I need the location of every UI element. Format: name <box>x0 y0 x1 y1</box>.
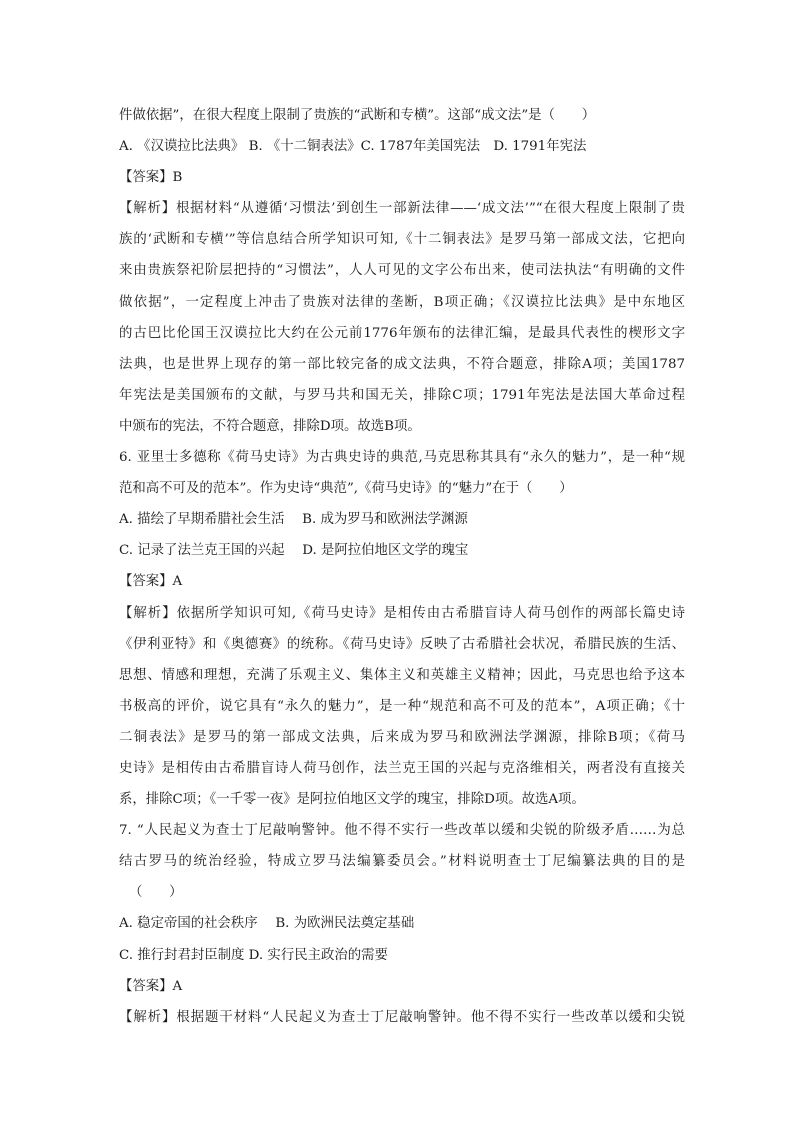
text-line: 结古罗马的统治经验，特成立罗马法编纂委员会。”材料说明查士丁尼编纂法典的目的是 <box>119 854 685 870</box>
text-line: 《伊利亚特》和《奥德赛》的统称。《荷马史诗》反映了古希腊社会状况，希腊民族的生活、 <box>119 636 685 652</box>
text-line: 【答案】B <box>119 170 183 186</box>
text-line: A. 稳定帝国的社会秩序 B. 为欧洲民法奠定基础 <box>119 916 415 932</box>
text-line: 7. “人民起义为查士丁尼敲响警钟。他不得不实行一些改革以缓和尖锐的阶级矛盾……为总 <box>119 823 685 839</box>
text-line: 的古巴比伦国王汉谟拉比大约在公元前1776年颁布的法律汇编，是最具代表性的楔形文字 <box>119 325 685 341</box>
text-line: 法典，也是世界上现存的第一部比较完备的成文法典，不符合题意，排除A项；美国1787 <box>119 356 685 372</box>
text-line: 【解析】根据材料“从遵循‘习惯法’到创生一部新法律——‘成文法’”“在很大程度上限制了贵 <box>119 201 685 217</box>
text-line: 范和高不可及的范本”。作为史诗“典范”,《荷马史诗》的“魅力”在于（ ） <box>119 481 573 497</box>
text-line: C. 推行封君封臣制度 D. 实行民主政治的需要 <box>119 947 388 963</box>
text-line: 书极高的评价，说它具有“永久的魅力”，是一种“规范和高不可及的范本”，A项正确；《十 <box>119 698 685 714</box>
text-line: （ ） <box>129 885 183 901</box>
text-line: 中颁布的宪法，不符合题意，排除D项。故选B项。 <box>119 418 421 434</box>
text-line: 【解析】根据题干材料“人民起义为查士丁尼敲响警钟。他不得不实行一些改革以缓和尖锐 <box>119 1009 685 1025</box>
text-line: A. 《汉谟拉比法典》 B. 《十二铜表法》C. 1787年美国宪法 D. 1791年宪法 <box>119 139 587 155</box>
text-line: A. 描绘了早期希腊社会生活 B. 成为罗马和欧洲法学渊源 <box>119 512 468 528</box>
text-line: 【答案】A <box>119 978 183 994</box>
text-line: 件做依据”，在很大程度上限制了贵族的“武断和专横”。这部“成文法”是（ ） <box>119 108 596 123</box>
text-line: C. 记录了法兰克王国的兴起 D. 是阿拉伯地区文学的瑰宝 <box>119 543 469 559</box>
document-body <box>119 100 685 1033</box>
text-line: 【解析】依据所学知识可知,《荷马史诗》是相传由古希腊盲诗人荷马创作的两部长篇史诗 <box>119 605 685 621</box>
text-line: 【答案】A <box>119 574 183 590</box>
text-line: 思想、情感和理想，充满了乐观主义、集体主义和英雄主义精神；因此，马克思也给予这本 <box>119 667 685 683</box>
text-line: 二铜表法》是罗马的第一部成文法典，后来成为罗马和欧洲法学渊源，排除B项；《荷马 <box>119 729 685 745</box>
text-line: 年宪法是美国颁布的文献，与罗马共和国无关，排除C项；1791年宪法是法国大革命过程 <box>119 387 685 403</box>
text-line: 6. 亚里士多德称《荷马史诗》为古典史诗的典范,马克思称其具有“永久的魅力”，是一种“规 <box>119 450 685 466</box>
text-line: 系，排除C项；《一千零一夜》是阿拉伯地区文学的瑰宝，排除D项。故选A项。 <box>119 792 585 808</box>
text-line: 史诗》是相传由古希腊盲诗人荷马创作，法兰克王国的兴起与克洛维相关，两者没有直接关 <box>119 760 685 776</box>
text-line: 来由贵族祭祀阶层把持的“习惯法”，人人可见的文字公布出来，使司法执法“有明确的文件 <box>119 263 685 279</box>
text-line: 做依据”，一定程度上冲击了贵族对法律的垄断，B项正确；《汉谟拉比法典》是中东地区 <box>119 294 685 310</box>
text-line: 族的‘武断和专横’”等信息结合所学知识可知,《十二铜表法》是罗马第一部成文法，它把向 <box>119 232 685 248</box>
